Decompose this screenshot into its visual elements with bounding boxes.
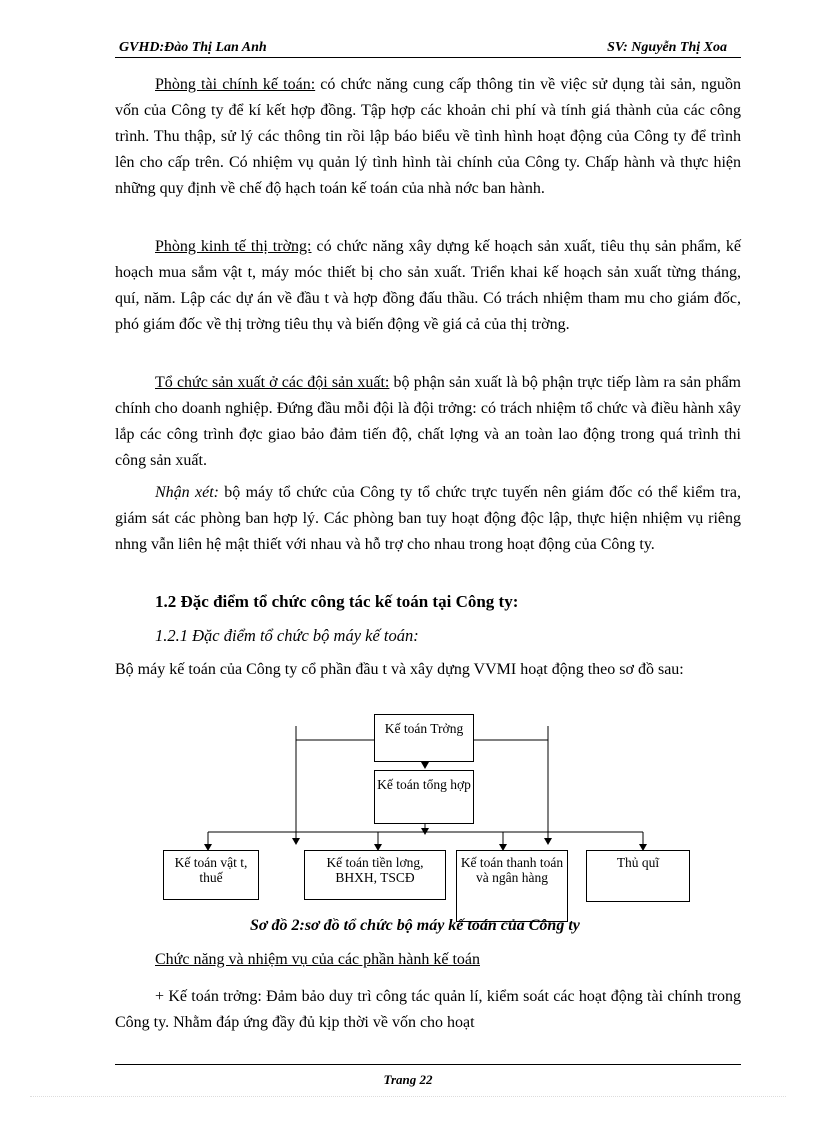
materials-tax-box: Kế toán vật t, thuế: [163, 850, 259, 900]
paragraph-text: bộ máy tổ chức của Công ty tổ chức trực tuyến nên giám đốc có thể kiểm tra, giám sát các phòng ban hợp lý. Các phòng ban tuy hoạt động độc lập, thực hiện nhiệm vụ riêng nhng vẫn liên hệ mật thiết với nhau và hỗ trợ cho nhau trong hoạt động của Công ty.: [115, 484, 741, 553]
cashier-box: Thủ quĩ: [586, 850, 690, 902]
page-bottom-border: [30, 1096, 786, 1097]
page-number: Trang 22: [383, 1072, 433, 1087]
general-accountant-box: Kế toán tổng hợp: [374, 770, 474, 824]
header-instructor: GVHD:Đào Thị Lan Anh: [119, 40, 267, 55]
section-heading: 1.2 Đặc điểm tổ chức công tác kế toán tại Công ty:: [155, 592, 519, 611]
paragraph-text: bộ phận sản xuất là bộ phận trực tiếp làm ra sản phẩm chính cho doanh nghiệp. Đứng đầu mỗi đội là đội trởng: có trách nhiệm tổ chức và điều hành xây lắp các công trình đợc giao bảo đảm tiến độ, chất lợng và an toàn lao động trong quá trình thi công sản xuất.: [115, 374, 741, 469]
salary-insurance-box: Kế toán tiền lơng, BHXH, TSCĐ: [304, 850, 446, 900]
functions-label: Chức năng và nhiệm vụ của các phần hành kế toán: [155, 951, 480, 968]
diagram-caption: Sơ đồ 2:sơ đồ tổ chức bộ máy kế toán của Công ty: [250, 917, 580, 934]
subsection-heading: 1.2.1 Đặc điểm tổ chức bộ máy kế toán:: [155, 626, 419, 645]
footer-rule: [115, 1064, 741, 1065]
header-student: SV: Nguyễn Thị Xoa: [607, 40, 727, 55]
chief-accountant-box: Kế toán Trởng: [374, 714, 474, 762]
payment-bank-box: Kế toán thanh toán và ngân hàng: [456, 850, 568, 922]
paragraph-lead: Phòng tài chính kế toán:: [155, 76, 316, 93]
paragraph-lead: Nhận xét:: [155, 484, 219, 501]
paragraph-lead: Tổ chức sản xuất ở các đội sản xuất:: [155, 374, 390, 391]
paragraph-chief-duties: + Kế toán trởng: Đảm bảo duy trì công tác quản lí, kiểm soát các hoạt động tài chính trong Công ty. Nhằm đáp ứng đầy đủ kịp thời về vốn cho hoạt: [115, 988, 741, 1031]
paragraph-text: có chức năng xây dựng kế hoạch sản xuất, tiêu thụ sản phẩm, kế hoạch mua sắm vật t, máy móc thiết bị cho sản xuất. Triển khai kế hoạch sản xuất từng tháng, quí, năm. Lập các dự án về đầu t và hợp đồng đấu thầu. Có trách nhiệm tham mu cho giám đốc, phó giám đốc về thị trờng tiêu thụ và biến động về giá cả của thị trờng.: [115, 238, 741, 333]
paragraph-text: có chức năng cung cấp thông tin về việc sử dụng tài sản, nguồn vốn của Công ty để kí kết hợp đồng. Tập hợp các khoản chi phí và tính giá thành của các công trình. Thu thập, sử lý các thông tin rồi lập báo biểu về tình hình hoạt động của Công ty để trình lên cho cấp trên. Có nhiệm vụ quản lý tình hình tài chính của Công ty. Chấp hành và thực hiện những quy định về chế độ hạch toán kế toán của nhà nớc ban hành.: [115, 76, 742, 197]
paragraph-lead: Phòng kinh tế thị trờng:: [155, 238, 312, 255]
diagram-intro: Bộ máy kế toán của Công ty cổ phần đầu t và xây dựng VVMI hoạt động theo sơ đồ sau:: [115, 661, 684, 678]
